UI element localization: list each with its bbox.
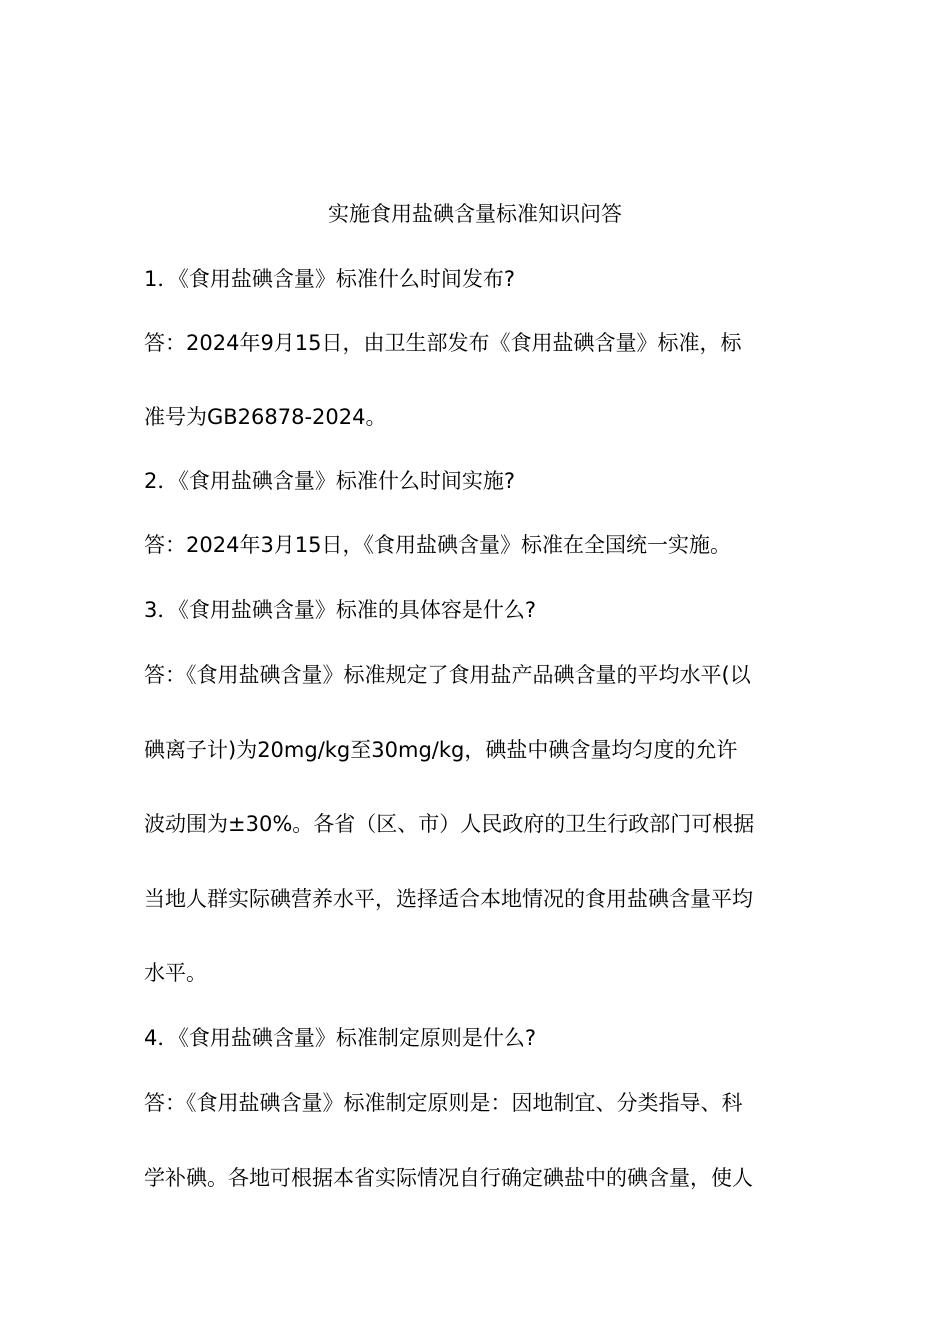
answer-1-line-2: 准号为GB26878-2024。 <box>144 405 387 429</box>
question-3: 3．《食用盐碘含量》标准的具体容是什么? <box>144 598 537 622</box>
answer-3-line-2: 碘离子计)为20mg/kg至30mg/kg，碘盐中碘含量均匀度的允许 <box>144 738 738 762</box>
answer-1-line-1: 答：2024年9月15日，由卫生部发布《食用盐碘含量》标准，标 <box>144 331 742 355</box>
answer-3-line-4: 当地人群实际碘营养水平，选择适合本地情况的食用盐碘含量平均 <box>144 887 753 911</box>
answer-3-line-5: 水平。 <box>144 961 207 985</box>
answer-2-line-1: 答：2024年3月15日，《食用盐碘含量》标准在全国统一实施。 <box>144 533 732 557</box>
question-4: 4．《食用盐碘含量》标准制定原则是什么? <box>144 1026 537 1050</box>
question-1: 1．《食用盐碘含量》标准什么时间发布? <box>144 267 516 291</box>
answer-4-line-2: 学补碘。各地可根据本省实际情况自行确定碘盐中的碘含量，使人 <box>144 1166 753 1190</box>
document-title: 实施食用盐碘含量标准知识问答 <box>328 202 622 226</box>
answer-3-line-1: 答：《食用盐碘含量》标准规定了食用盐产品碘含量的平均水平(以 <box>144 663 751 687</box>
answer-4-line-1: 答：《食用盐碘含量》标准制定原则是：因地制宜、分类指导、科 <box>144 1091 743 1115</box>
question-2: 2．《食用盐碘含量》标准什么时间实施? <box>144 469 516 493</box>
answer-3-line-3: 波动围为±30%。各省（区、市）人民政府的卫生行政部门可根据 <box>144 812 755 836</box>
